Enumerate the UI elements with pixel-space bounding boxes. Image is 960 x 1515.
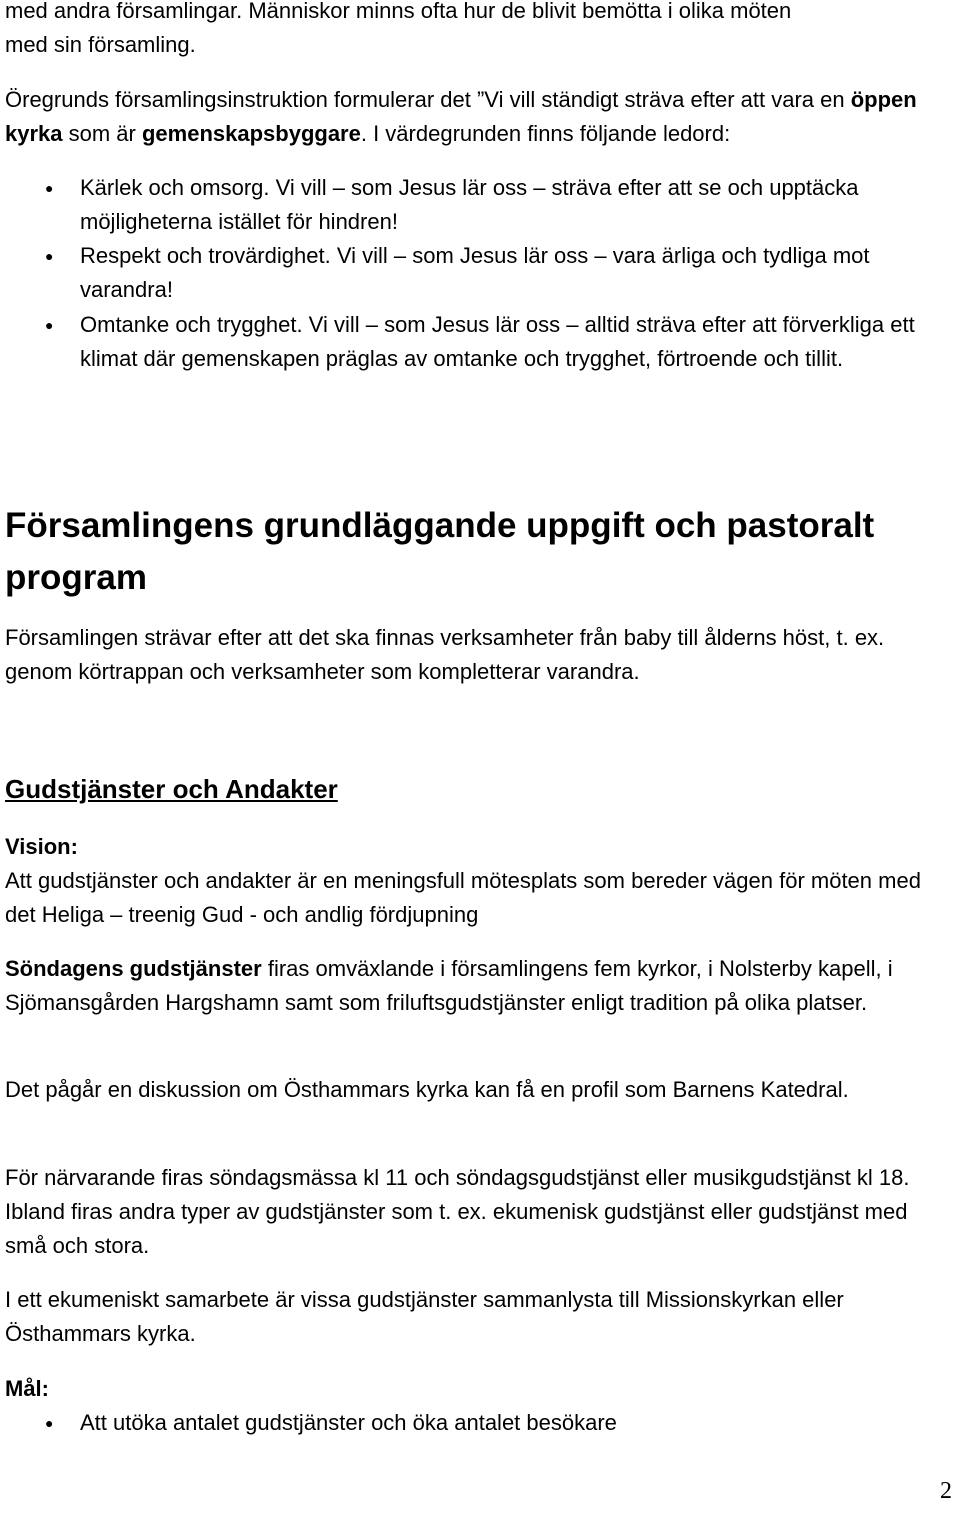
instruktion-paragraph — [5, 83, 955, 151]
bullet-icon: ● — [45, 180, 54, 196]
page-number: 2 — [940, 1478, 952, 1504]
instruktion-text-1: Öregrunds församlingsinstruktion formulerar det ”Vi vill ständigt sträva efter att vara en — [5, 87, 851, 112]
instruktion-bold-2: gemenskapsbyggare — [141, 121, 361, 146]
sondag-paragraph — [5, 952, 955, 1020]
uppgift-paragraph: Församlingen strävar efter att det ska finnas verksamheter från baby till ålderns höst, t. ex. genom körtrappan och verksamheter som kompletterar varandra. — [5, 625, 885, 684]
ledord-text: Kärlek och omsorg. Vi vill – som Jesus lär oss – sträva efter att se och upptäcka möjligheterna istället för hindren! — [80, 175, 859, 234]
mal-text: Att utöka antalet gudstjänster och öka antalet besökare — [80, 1410, 617, 1435]
bullet-icon: ● — [45, 1415, 54, 1431]
intro-line-1: med andra församlingar. Människor minns ofta hur de blivit bemötta i olika möten — [5, 0, 792, 23]
instruktion-text-3: . I värdegrunden finns följande ledord: — [360, 121, 731, 146]
sondag-text: firas omväxlande i församlingens fem kyrkor, i Nolsterby kapell, i Sjömansgården Hargshamn samt som friluftsgudstjänster enligt tradition på olika platser. — [5, 956, 893, 1015]
ledord-text: Respekt och trovärdighet. Vi vill – som Jesus lär oss – vara ärliga och tydliga mot varandra! — [80, 243, 870, 302]
instruktion-text-2: som är — [62, 121, 142, 146]
section-heading-gudstjanster: Gudstjänster och Andakter — [5, 774, 338, 804]
section-heading-uppgift: Församlingens grundläggande uppgift och pastoralt program — [5, 506, 875, 597]
vision-text: Att gudstjänster och andakter är en meningsfull mötesplats som bereder vägen för möten med det Heliga – treenig Gud - och andlig fördjupning — [5, 868, 921, 927]
intro-line-2: med sin församling. — [5, 32, 196, 57]
narvarande-paragraph: För närvarande firas söndagsmässa kl 11 och söndagsgudstjänst eller musikgudstjänst kl 18. Ibland firas andra typer av gudstjänster som t. ex. ekumenisk gudstjänst eller gudstjänst med små och stora. — [5, 1165, 910, 1258]
vision-label: Vision: — [5, 834, 78, 859]
ekumeniskt-paragraph: I ett ekumeniskt samarbete är vissa gudstjänster sammanlysta till Missionskyrkan eller Östhammars kyrka. — [5, 1287, 844, 1346]
barnens-paragraph: Det pågår en diskussion om Östhammars kyrka kan få en profil som Barnens Katedral. — [5, 1077, 849, 1102]
bullet-icon: ● — [45, 317, 54, 333]
mal-label: Mål: — [5, 1376, 49, 1401]
ledord-text: Omtanke och trygghet. Vi vill – som Jesus lär oss – alltid sträva efter att förverkliga ett klimat där gemenskapen präglas av omtanke och trygghet, förtroende och tillit. — [80, 312, 915, 371]
instruktion-bold-1: öppen kyrka — [5, 87, 917, 146]
sondag-bold: Söndagens gudstjänster — [5, 956, 262, 981]
bullet-icon: ● — [45, 248, 54, 264]
